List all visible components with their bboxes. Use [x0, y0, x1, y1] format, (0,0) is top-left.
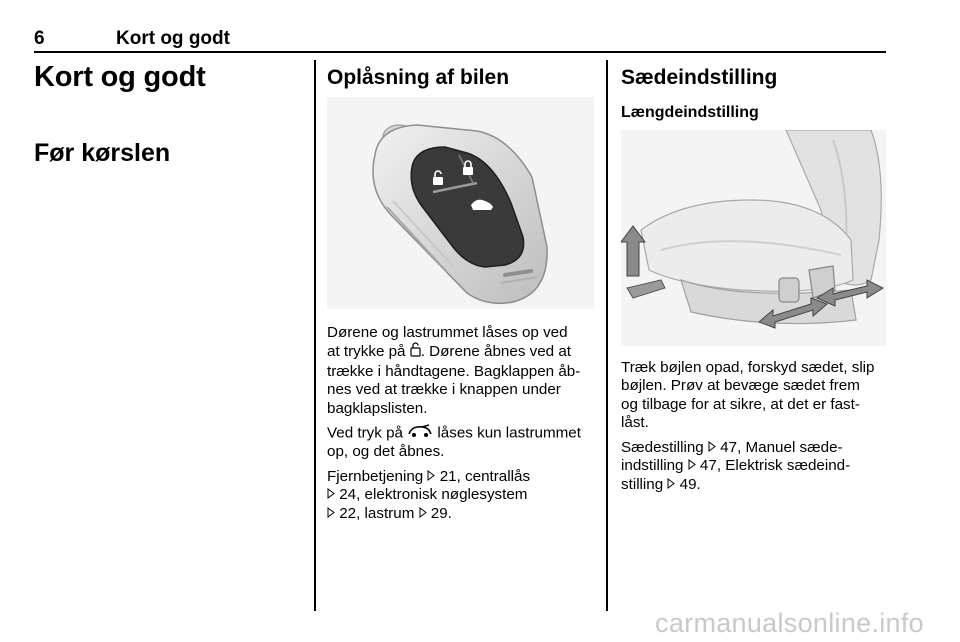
header-rule [34, 51, 886, 53]
page-ref-arrow-icon [419, 505, 427, 523]
seat-adjustment-text [621, 359, 889, 501]
watermark: carmanualsonline.info [655, 608, 924, 638]
unlocking-paragraph: Dørene og lastrummet låses op ved at trykke på . Dørene åbnes ved at trække i håndtagene. Bagklappen åb- nes ved at trække i knappen under bagklapslisten. [327, 324, 581, 417]
page-ref-arrow-icon [688, 457, 696, 475]
page-ref-arrow-icon [327, 505, 335, 523]
crossref-paragraph: Fjernbetjening 21, centrallås 24, elektronisk nøglesystem 22, lastrum 29. [327, 468, 531, 523]
unlock-icon [410, 342, 421, 362]
unlocking-text [327, 324, 599, 530]
chapter-title: Kort og godt [34, 61, 206, 93]
car-tailgate-icon [407, 424, 433, 443]
running-header-title: Kort og godt [116, 28, 230, 49]
section-title: Før kørslen [34, 139, 171, 167]
section-heading-seat-adjustment: Sædeindstilling [621, 66, 778, 89]
seat-adjustment-illustration [621, 130, 886, 346]
page-number: 6 [34, 28, 45, 49]
page-ref-arrow-icon [327, 486, 335, 504]
subheading-longitudinal: Længdeindstilling [621, 104, 759, 121]
column-divider [314, 60, 316, 611]
car-key-illustration [327, 97, 594, 309]
tailgate-paragraph: Ved tryk på låses kun lastrummet op, og det åbnes. [327, 424, 581, 461]
seat-instructions-paragraph: Træk bøjlen opad, forskyd sædet, slip bøjlen. Prøv at bevæge sædet frem og tilbage for at sikre, at det er fast- låst. [621, 359, 875, 432]
page-ref-arrow-icon [708, 439, 716, 457]
seat-crossref-paragraph: Sædestilling 47, Manuel sæde- indstilling 47, Elektrisk sædeind- stilling 49. [621, 438, 851, 494]
section-heading-unlocking: Oplåsning af bilen [327, 66, 510, 89]
column-divider [606, 60, 608, 611]
